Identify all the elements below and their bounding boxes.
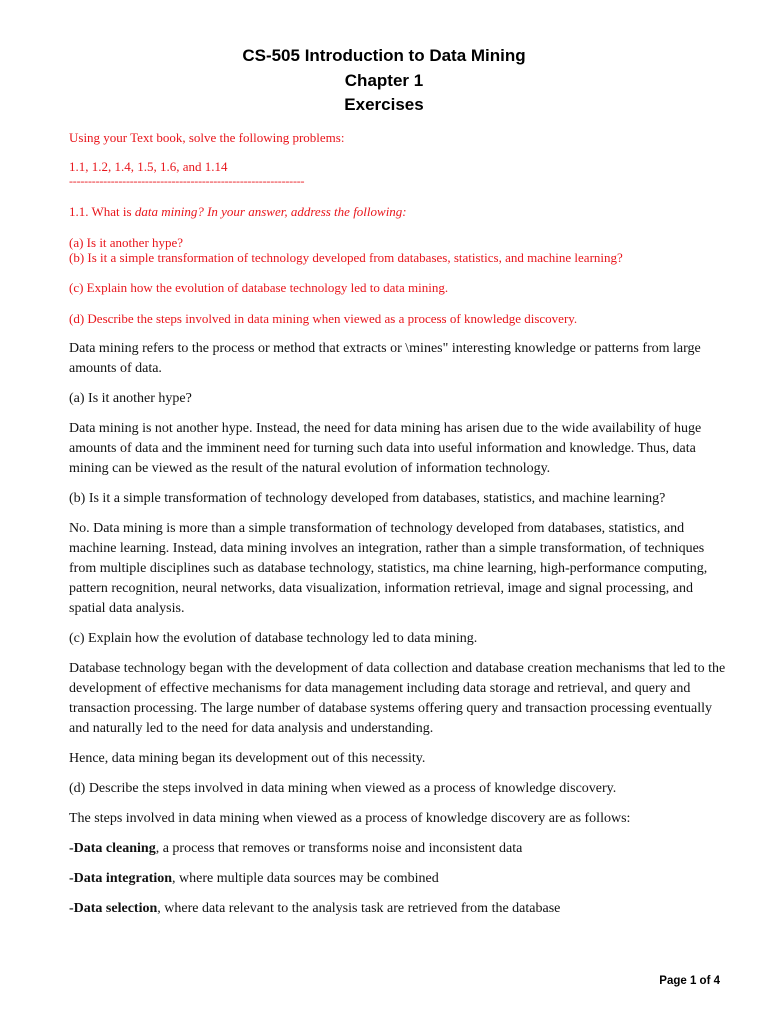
answer-a: Data mining is not another hype. Instead, the need for data mining has arisen due to the wide availability of huge amounts of data and the imminent need for turning such data into useful information and knowledge. Thus, data mining can be viewed as the result of the natural evolution of information technology. <box>69 421 702 476</box>
step-desc: , a process that removes or transforms noise and inconsistent data <box>155 841 523 856</box>
step-desc: , where multiple data sources may be combined <box>172 871 439 886</box>
separator-line: -------------------------------------------------------------- <box>69 174 305 188</box>
step-item <box>69 839 729 859</box>
answer-c-conclusion: Hence, data mining began its development out of this necessity. <box>69 751 426 766</box>
instructions-intro: Using your Text book, solve the following problems: <box>69 130 345 145</box>
step-term: -Data selection <box>69 901 158 916</box>
question-part-b: (b) Is it a simple transformation of technology developed from databases, statistics, and machine learning? <box>69 250 623 265</box>
subquestion-a: (a) Is it another hype? <box>69 391 192 406</box>
subquestion-c: (c) Explain how the evolution of database technology led to data mining. <box>69 631 478 646</box>
answer-d: The steps involved in data mining when viewed as a process of knowledge discovery are as follows: <box>69 811 631 826</box>
question-part-d: (d) Describe the steps involved in data mining when viewed as a process of knowledge discovery. <box>69 311 578 326</box>
exercises-heading: Exercises <box>344 95 424 114</box>
problem-list: 1.1, 1.2, 1.4, 1.5, 1.6, and 1.14 <box>69 159 228 174</box>
step-term: -Data cleaning <box>69 841 156 856</box>
definition-paragraph: Data mining refers to the process or method that extracts or \mines" interesting knowledge or patterns from large amounts of data. <box>69 341 701 376</box>
question-prefix: 1.1. What is <box>69 204 135 219</box>
answer-b: No. Data mining is more than a simple transformation of technology developed from databases, statistics, and machine learning. Instead, data mining involves an integration, rather than a simple transformation, of techniques from multiple disciplines such as database technology, statistics, ma chine learning, high-performance computing, pattern recognition, neural networks, data visualization, information retrieval, image and signal processing, and spatial data analysis. <box>69 521 708 616</box>
question-part-a: (a) Is it another hype? <box>69 235 184 250</box>
question-italic: data mining? In your answer, address the following: <box>134 204 407 219</box>
question-heading <box>69 204 407 220</box>
page-number: Page 1 of 4 <box>659 975 720 987</box>
step-term: -Data integration <box>69 871 173 886</box>
step-item <box>69 899 729 919</box>
subquestion-b: (b) Is it a simple transformation of technology developed from databases, statistics, and machine learning? <box>69 491 666 506</box>
step-desc: , where data relevant to the analysis task are retrieved from the database <box>157 901 561 916</box>
subquestion-d: (d) Describe the steps involved in data mining when viewed as a process of knowledge discovery. <box>69 781 617 796</box>
answer-c: Database technology began with the development of data collection and database creation mechanisms that led to the development of effective mechanisms for data management including data storage and retrieval, and query and transaction processing. The large number of database systems offering query and transaction processing eventually and naturally led to the need for data analysis and understanding. <box>69 661 726 736</box>
chapter-heading: Chapter 1 <box>344 71 424 90</box>
step-item <box>69 869 729 889</box>
document-title: CS-505 Introduction to Data Mining <box>242 46 526 65</box>
question-part-c: (c) Explain how the evolution of database technology led to data mining. <box>69 280 449 295</box>
answer-body <box>69 339 729 929</box>
